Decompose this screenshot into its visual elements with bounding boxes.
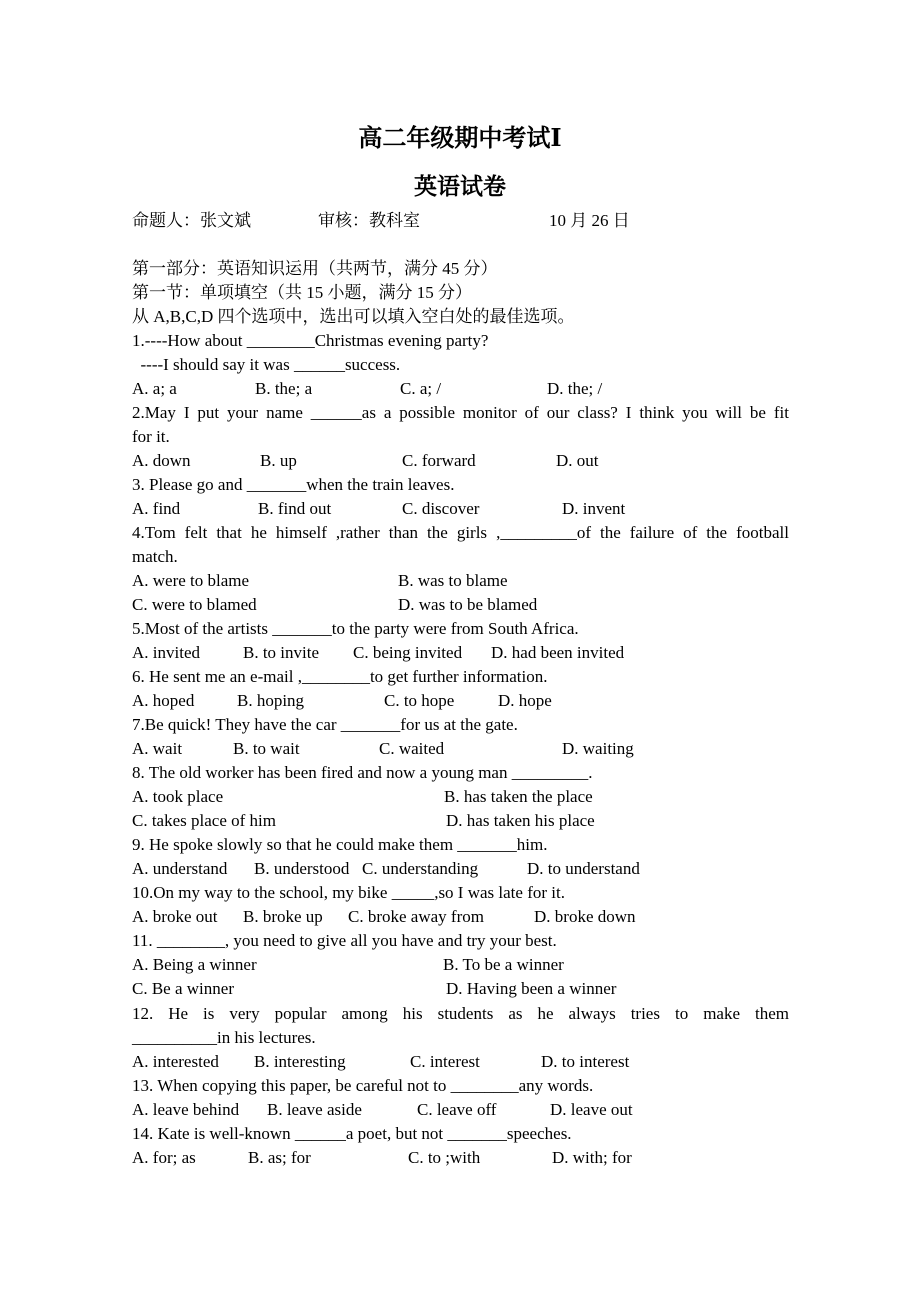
question-10: 10.On my way to the school, my bike _____,so I was late for it.: [132, 883, 565, 902]
q1-option-b: B. the; a: [255, 379, 313, 398]
q14-option-d: D. with; for: [552, 1148, 632, 1167]
question-7: 7.Be quick! They have the car _______for us at the gate.: [132, 715, 518, 734]
q8-option-b: B. has taken the place: [444, 787, 593, 806]
subsection-heading: 第一节：单项填空（共 15 小题，满分 15 分）: [132, 283, 472, 302]
q12-option-c: C. interest: [410, 1052, 480, 1071]
q4-option-c: C. were to blamed: [132, 595, 257, 614]
q13-option-d: D. leave out: [550, 1100, 633, 1119]
q14-option-c: C. to ;with: [408, 1148, 481, 1167]
q3-option-d: D. invent: [562, 499, 626, 518]
question-12: 12. He is very popular among his students as he always tries to make them: [132, 1004, 789, 1023]
question-6: 6. He sent me an e-mail ,________to get further information.: [132, 667, 548, 686]
q2-option-c: C. forward: [402, 451, 476, 470]
q3-option-c: C. discover: [402, 499, 480, 518]
q13-option-b: B. leave aside: [267, 1100, 362, 1119]
question-4: 4.Tom felt that he himself ,rather than the girls ,_________of the failure of the football: [132, 523, 789, 542]
q2-option-b: B. up: [260, 451, 297, 470]
q13-option-a: A. leave behind: [132, 1100, 240, 1119]
question-11: 11. ________, you need to give all you have and try your best.: [132, 931, 557, 950]
q12-option-b: B. interesting: [254, 1052, 346, 1071]
instruction-text: 从 A,B,C,D 四个选项中，选出可以填入空白处的最佳选项。: [132, 307, 575, 326]
q6-option-b: B. hoping: [237, 691, 305, 710]
question-5: 5.Most of the artists _______to the party were from South Africa.: [132, 619, 579, 638]
q5-option-c: C. being invited: [353, 643, 463, 662]
question-1-response: ----I should say it was ______success.: [132, 355, 401, 374]
q5-option-a: A. invited: [132, 643, 200, 662]
q4-option-d: D. was to be blamed: [398, 595, 538, 614]
reviewer-line: 审核：教科室: [318, 211, 420, 230]
q11-option-d: D. Having been a winner: [446, 979, 617, 998]
q7-option-b: B. to wait: [233, 739, 300, 758]
q11-option-a: A. Being a winner: [132, 955, 257, 974]
q8-option-a: A. took place: [132, 787, 224, 806]
q3-option-b: B. find out: [258, 499, 332, 518]
question-3: 3. Please go and _______when the train leaves.: [132, 475, 455, 494]
q10-option-a: A. broke out: [132, 907, 218, 926]
q9-option-c: C. understanding: [362, 859, 479, 878]
q1-option-c: C. a; /: [400, 379, 442, 398]
q4-option-a: A. were to blame: [132, 571, 250, 590]
question-2-continued: for it.: [132, 427, 170, 446]
question-14: 14. Kate is well-known ______a poet, but not _______speeches.: [132, 1124, 572, 1143]
q3-option-a: A. find: [132, 499, 181, 518]
part-heading: 第一部分：英语知识运用（共两节，满分 45 分）: [132, 259, 498, 278]
exam-subtitle: 英语试卷: [414, 173, 506, 200]
question-2: 2.May I put your name ______as a possible monitor of our class? I think you will be fit: [132, 403, 789, 422]
q10-option-b: B. broke up: [243, 907, 323, 926]
question-4-continued: match.: [132, 547, 178, 566]
q6-option-d: D. hope: [498, 691, 552, 710]
question-9: 9. He spoke slowly so that he could make them _______him.: [132, 835, 548, 854]
q7-option-d: D. waiting: [562, 739, 634, 758]
q11-option-b: B. To be a winner: [443, 955, 564, 974]
q10-option-d: D. broke down: [534, 907, 636, 926]
question-8: 8. The old worker has been fired and now a young man _________.: [132, 763, 593, 782]
q4-option-b: B. was to blame: [398, 571, 508, 590]
q10-option-c: C. broke away from: [348, 907, 484, 926]
exam-title: 高二年级期中考试Ⅰ: [358, 123, 562, 152]
q7-option-a: A. wait: [132, 739, 183, 758]
date-line: 10 月 26 日: [549, 211, 630, 230]
q14-option-a: A. for; as: [132, 1148, 196, 1167]
question-1: 1.----How about ________Christmas evening party?: [132, 331, 489, 350]
q13-option-c: C. leave off: [417, 1100, 497, 1119]
q8-option-d: D. has taken his place: [446, 811, 595, 830]
q7-option-c: C. waited: [379, 739, 445, 758]
q8-option-c: C. takes place of him: [132, 811, 276, 830]
question-13: 13. When copying this paper, be careful not to ________any words.: [132, 1076, 594, 1095]
q6-option-c: C. to hope: [384, 691, 455, 710]
q9-option-d: D. to understand: [527, 859, 640, 878]
author-line: 命题人：张文斌: [132, 211, 251, 230]
question-12-continued: __________in his lectures.: [132, 1028, 316, 1047]
q5-option-d: D. had been invited: [491, 643, 625, 662]
q5-option-b: B. to invite: [243, 643, 320, 662]
q12-option-d: D. to interest: [541, 1052, 630, 1071]
q9-option-a: A. understand: [132, 859, 228, 878]
q11-option-c: C. Be a winner: [132, 979, 234, 998]
q1-option-d: D. the; /: [547, 379, 603, 398]
q2-option-d: D. out: [556, 451, 599, 470]
q6-option-a: A. hoped: [132, 691, 195, 710]
q1-option-a: A. a; a: [132, 379, 177, 398]
q2-option-a: A. down: [132, 451, 191, 470]
q14-option-b: B. as; for: [248, 1148, 311, 1167]
q9-option-b: B. understood: [254, 859, 350, 878]
q12-option-a: A. interested: [132, 1052, 219, 1071]
